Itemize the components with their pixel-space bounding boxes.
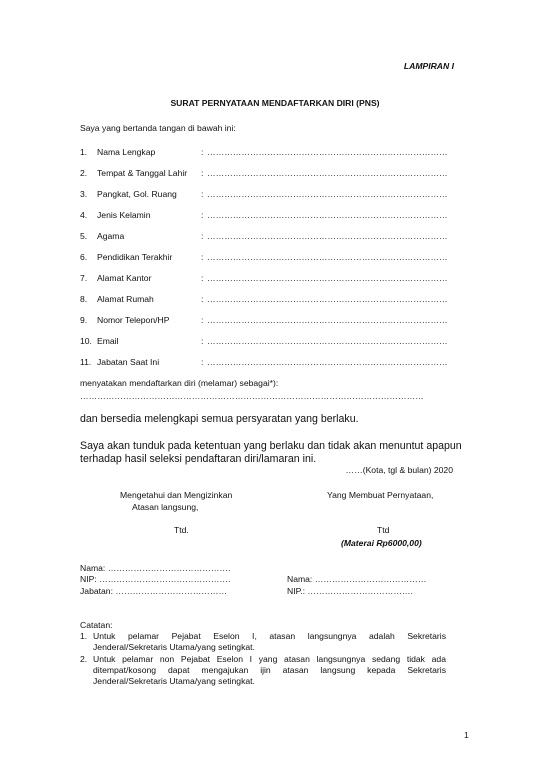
supervisor-title: Atasan langsung,	[132, 502, 199, 512]
field-label: Tempat & Tanggal Lahir	[97, 168, 188, 178]
field-blank[interactable]: …………………………………………………………………………	[207, 168, 448, 178]
document-title: SURAT PERNYATAAN MENDAFTARKAN DIRI (PNS)	[170, 98, 380, 108]
field-colon: :	[201, 189, 204, 199]
field-number: 8.	[80, 294, 88, 304]
field-colon: :	[201, 168, 204, 178]
stamp-duty-label: (Materai Rp6000,00)	[341, 538, 422, 548]
field-colon: :	[201, 357, 204, 367]
field-blank[interactable]: …………………………………………………………………………	[207, 189, 448, 199]
declaration-text: menyatakan mendaftarkan diri (melamar) sebagai*):	[80, 378, 279, 388]
field-colon: :	[201, 231, 204, 241]
field-number: 9.	[80, 315, 88, 325]
field-label: Nomor Telepon/HP	[97, 315, 170, 325]
note-number: 2.	[80, 654, 88, 664]
field-label: Alamat Kantor	[97, 273, 152, 283]
field-colon: :	[201, 315, 204, 325]
note-number: 1.	[80, 631, 88, 641]
field-colon: :	[201, 147, 204, 157]
declarant-name-field[interactable]: Nama: …………………………………	[287, 574, 427, 584]
field-label: Jenis Kelamin	[97, 210, 151, 220]
field-blank[interactable]: …………………………………………………………………………	[207, 357, 448, 367]
field-label: Jabatan Saat Ini	[97, 357, 160, 367]
field-number: 11.	[80, 357, 92, 367]
field-blank[interactable]: …………………………………………………………………………	[207, 273, 448, 283]
field-colon: :	[201, 273, 204, 283]
field-number: 10.	[80, 336, 92, 346]
field-blank[interactable]: …………………………………………………………………………	[207, 294, 448, 304]
place-date: ……(Kota, tgl & bulan) 2020	[345, 465, 453, 475]
declarant-label: Yang Membuat Pernyataan,	[327, 490, 434, 500]
field-colon: :	[201, 210, 204, 220]
agreement-text: dan bersedia melengkapi semua persyaratan yang berlaku.	[80, 413, 359, 425]
field-colon: :	[201, 294, 204, 304]
field-number: 1.	[80, 147, 88, 157]
field-colon: :	[201, 336, 204, 346]
field-number: 6.	[80, 252, 88, 262]
declarant-signature: Ttd	[377, 525, 390, 535]
statement-line-2: terhadap hasil seleksi pendaftaran diri/lamaran ini.	[80, 453, 317, 465]
field-label: Pendidikan Terakhir	[97, 252, 173, 262]
field-blank[interactable]: …………………………………………………………………………	[207, 231, 448, 241]
supervisor-nip-field[interactable]: NIP: ……………………………………….	[80, 574, 231, 584]
field-number: 2.	[80, 168, 88, 178]
field-blank[interactable]: …………………………………………………………………………	[207, 336, 448, 346]
intro-text: Saya yang bertanda tangan di bawah ini:	[80, 123, 236, 133]
declaration-blank[interactable]: …………………………………………………………………………………………………………	[80, 391, 424, 401]
field-blank[interactable]: …………………………………………………………………………	[207, 147, 448, 157]
field-colon: :	[201, 252, 204, 262]
statement-line-1: Saya akan tunduk pada ketentuan yang berlaku dan tidak akan menuntut apapun	[80, 440, 462, 452]
field-label: Pangkat, Gol. Ruang	[97, 189, 177, 199]
supervisor-position-field[interactable]: Jabatan: …………………………………	[80, 586, 228, 596]
field-number: 3.	[80, 189, 88, 199]
notes-heading: Catatan:	[80, 620, 113, 630]
field-label: Agama	[97, 231, 125, 241]
field-label: Alamat Rumah	[97, 294, 154, 304]
field-blank[interactable]: …………………………………………………………………………	[207, 252, 448, 262]
page-number: 1	[464, 730, 469, 740]
field-blank[interactable]: …………………………………………………………………………	[207, 315, 448, 325]
field-label: Nama Lengkap	[97, 147, 156, 157]
field-number: 5.	[80, 231, 88, 241]
note-text: Untuk pelamar non Pejabat Eselon I yang atasan langsungnya sedang tidak ada ditempat/kosong dapat mengajukan ijin atasan langsung kepada Sekretaris Jenderal/Sekretaris Utama/yang setingkat.	[93, 654, 446, 686]
field-number: 4.	[80, 210, 88, 220]
field-blank[interactable]: …………………………………………………………………………	[207, 210, 448, 220]
note-text: Untuk pelamar Pejabat Eselon I, atasan langsungnya adalah Sekretaris Jenderal/Sekretaris Utama/yang setingkat.	[93, 631, 446, 652]
supervisor-name-field[interactable]: Nama: …………………………………….	[80, 563, 231, 573]
declarant-nip-field[interactable]: NIP.: ……………………………….	[287, 586, 413, 596]
supervisor-consent-label: Mengetahui dan Mengizinkan	[120, 490, 233, 500]
field-number: 7.	[80, 273, 88, 283]
supervisor-signature: Ttd.	[174, 525, 189, 535]
attachment-label: LAMPIRAN I	[403, 61, 454, 71]
field-label: Email	[97, 336, 119, 346]
